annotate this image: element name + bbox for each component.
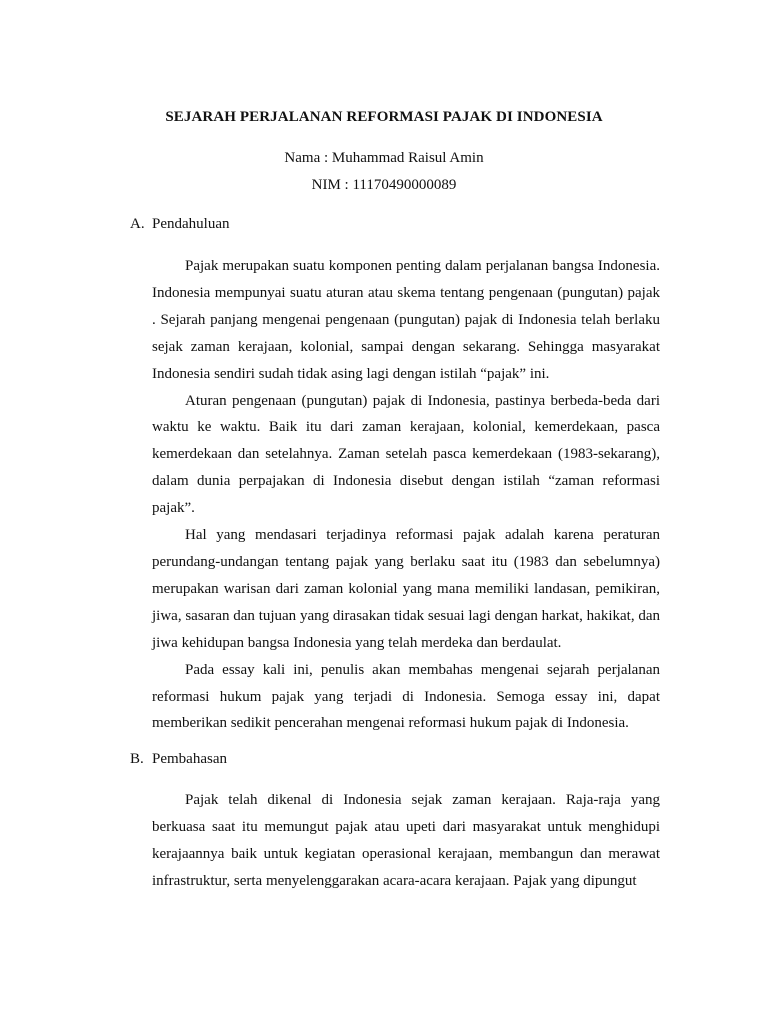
student-id: NIM : 11170490000089 xyxy=(311,177,457,193)
section-letter: A. xyxy=(130,216,145,232)
section-body-pendahuluan xyxy=(152,253,660,737)
author-name: Nama : Muhammad Raisul Amin xyxy=(284,150,484,166)
section-heading-text: Pembahasan xyxy=(152,751,227,767)
document-title: SEJARAH PERJALANAN REFORMASI PAJAK DI INDONESIA xyxy=(165,109,603,125)
paragraph: Pada essay kali ini, penulis akan membahas mengenai sejarah perjalanan reformasi hukum pajak yang terjadi di Indonesia. Semoga essay ini, dapat memberikan sedikit pencerahan mengenai reformasi hukum pajak di Indonesia. xyxy=(152,661,660,732)
paragraph: Pajak telah dikenal di Indonesia sejak zaman kerajaan. Raja-raja yang berkuasa saat itu memungut pajak atau upeti dari masyarakat untuk menghidupi kerajaannya baik untuk kegiatan operasional kerajaan, membangun dan merawat infrastruktur, serta menyelenggarakan acara-acara kerajaan. Pajak yang dipungut xyxy=(152,792,660,889)
paragraph: Aturan pengenaan (pungutan) pajak di Indonesia, pastinya berbeda-beda dari waktu ke waktu. Baik itu dari zaman kerajaan, kolonial, kemerdekaan, pasca kemerdekaan dan setelahnya. Zaman setelah pasca kemerdekaan (1983-sekarang), dalam dunia perpajakan di Indonesia disebut dengan istilah “zaman reformasi pajak”. xyxy=(152,392,660,517)
section-heading-pendahuluan xyxy=(130,216,229,233)
section-heading-pembahasan xyxy=(130,751,227,768)
paragraph: Pajak merupakan suatu komponen penting dalam perjalanan bangsa Indonesia. Indonesia mempunyai suatu aturan atau skema tentang pengenaan (pungutan) pajak . Sejarah panjang mengenai pengenaan (pungutan) pajak di Indonesia telah berlaku sejak zaman kerajaan, kolonial, sampai dengan sekarang. Sehingga masyarakat Indonesia sendiri sudah tidak asing lagi dengan istilah “pajak” ini. xyxy=(152,258,660,382)
paragraph: Hal yang mendasari terjadinya reformasi pajak adalah karena peraturan perundang-undangan tentang pajak yang berlaku saat itu (1983 dan sebelumnya) merupakan warisan dari zaman kolonial yang mana memiliki landasan, pemikiran, jiwa, sasaran dan tujuan yang dirasakan tidak sesuai lagi dengan harkat, hakikat, dan jiwa kehidupan bangsa Indonesia yang telah merdeka dan berdaulat. xyxy=(152,527,660,651)
section-heading-text: Pendahuluan xyxy=(152,216,230,232)
section-body-pembahasan xyxy=(152,787,660,895)
section-letter: B. xyxy=(130,751,144,767)
